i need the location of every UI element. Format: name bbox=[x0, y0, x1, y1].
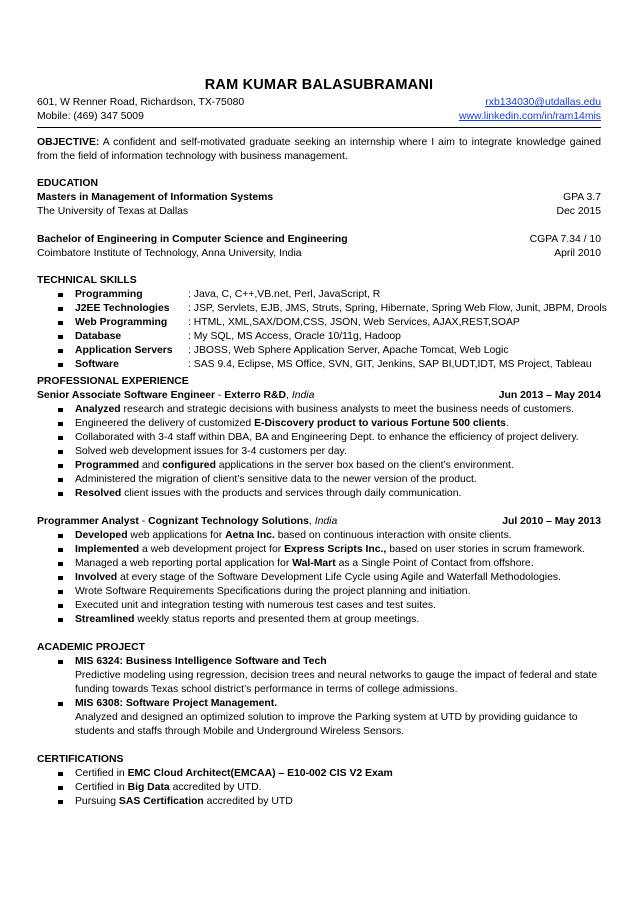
bold-text: configured bbox=[162, 460, 216, 471]
job-location: India bbox=[291, 390, 315, 401]
text: accredited by UTD bbox=[203, 796, 293, 807]
list-item bbox=[37, 459, 601, 473]
bullet-icon bbox=[58, 618, 63, 623]
address: 601, W Renner Road, Richardson, TX-75080 bbox=[37, 97, 245, 108]
objective-label: OBJECTIVE: bbox=[37, 137, 100, 148]
project-description: Predictive modeling using regression, decision trees and neural networks to gauge the impact of federal and state funding towards Texas school district’s performance in terms of college admissions. bbox=[75, 670, 598, 695]
list-item bbox=[37, 767, 601, 781]
bold-text: Developed bbox=[75, 530, 128, 541]
mobile: Mobile: (469) 347 5009 bbox=[37, 111, 144, 122]
job-comma: , bbox=[286, 390, 292, 401]
candidate-name: RAM KUMAR BALASUBRAMANI bbox=[204, 77, 434, 93]
bullet-icon bbox=[58, 800, 63, 805]
bold-text: E-Discovery product to various Fortune 500 clients bbox=[254, 418, 506, 429]
bold-text: Wal-Mart bbox=[292, 558, 336, 569]
bullet-icon bbox=[58, 307, 63, 312]
skill-name: Database bbox=[75, 331, 122, 342]
list-item bbox=[37, 473, 601, 487]
education-entry bbox=[37, 233, 601, 261]
bullet-icon bbox=[58, 408, 63, 413]
skill-name: Software bbox=[75, 359, 119, 370]
skill-value: : JSP, Servlets, EJB, JMS, Struts, Spring, Hibernate, Spring Web Flow, Junit, JBPM, Drools bbox=[188, 303, 607, 314]
list-item bbox=[37, 487, 601, 501]
certification-list bbox=[37, 767, 601, 809]
skill-item bbox=[37, 330, 601, 344]
bold-text: EMC Cloud Architect(EMCAA) – E10-002 CIS V2 Exam bbox=[127, 768, 393, 779]
degree-score: CGPA 7.34 / 10 bbox=[529, 234, 601, 245]
header-divider bbox=[37, 127, 601, 128]
list-item bbox=[37, 403, 601, 417]
job-company: Exterro R&D bbox=[224, 390, 287, 401]
text: a web development project for bbox=[139, 544, 285, 555]
text: research and strategic decisions with business analysts to meet the business needs of customers. bbox=[120, 404, 575, 415]
list-item bbox=[37, 613, 601, 627]
text: Pursuing bbox=[75, 796, 119, 807]
text: . bbox=[505, 418, 509, 429]
job-separator: - bbox=[215, 390, 225, 401]
bullet-icon bbox=[58, 772, 63, 777]
project-description: Analyzed and designed an optimized solution to improve the Parking system at UTD by providing guidance to students and staffs through Mobile and Underground Wireless Sensors. bbox=[75, 712, 578, 737]
list-item bbox=[37, 585, 601, 599]
degree-title: Masters in Management of Information Systems bbox=[37, 192, 274, 203]
text: at every stage of the Software Development Life Cycle using Agile and Waterfall Methodologies. bbox=[117, 572, 561, 583]
bullet-icon bbox=[58, 576, 63, 581]
list-item bbox=[37, 781, 601, 795]
contact-row-2 bbox=[37, 110, 601, 124]
list-item bbox=[37, 529, 601, 543]
school-name: Coimbatore Institute of Technology, Anna University, India bbox=[37, 248, 302, 259]
email-link[interactable]: rxb134030@utdallas.edu bbox=[485, 97, 601, 108]
bold-text: Express Scripts Inc., bbox=[284, 544, 387, 555]
degree-title: Bachelor of Engineering in Computer Science and Engineering bbox=[37, 234, 348, 245]
text: Wrote Software Requirements Specifications during the project planning and initiation. bbox=[75, 586, 471, 597]
skill-item bbox=[37, 316, 601, 330]
skill-value: : HTML, XML,SAX/DOM,CSS, JSON, Web Services, AJAX,REST,SOAP bbox=[188, 317, 520, 328]
text: based on continuous interaction with onsite clients. bbox=[274, 530, 512, 541]
text: client issues with the products and services through daily communication. bbox=[121, 488, 462, 499]
project-title: MIS 6324: Business Intelligence Software and Tech bbox=[75, 656, 327, 667]
bullet-icon bbox=[58, 422, 63, 427]
academic-heading: ACADEMIC PROJECT bbox=[37, 642, 145, 653]
list-item bbox=[37, 445, 601, 459]
bullet-icon bbox=[58, 534, 63, 539]
list-item bbox=[37, 571, 601, 585]
certifications-heading: CERTIFICATIONS bbox=[37, 754, 124, 765]
job-bullets bbox=[37, 403, 601, 501]
bold-text: Streamlined bbox=[75, 614, 135, 625]
bullet-icon bbox=[58, 702, 63, 707]
skills-heading: TECHNICAL SKILLS bbox=[37, 275, 137, 286]
bullet-icon bbox=[58, 321, 63, 326]
degree-score: GPA 3.7 bbox=[563, 192, 601, 203]
bullet-icon bbox=[58, 548, 63, 553]
skills-list bbox=[37, 288, 607, 372]
job-header bbox=[37, 515, 601, 529]
text: and bbox=[139, 460, 163, 471]
text: Certified in bbox=[75, 768, 128, 779]
spacer bbox=[37, 219, 601, 233]
job-location: India bbox=[314, 516, 338, 527]
list-item bbox=[37, 599, 601, 613]
skill-item bbox=[37, 344, 601, 358]
job-bullets bbox=[37, 529, 601, 627]
text: Executed unit and integration testing with numerous test cases and test suites. bbox=[75, 600, 436, 611]
project-item bbox=[37, 697, 601, 739]
bold-text: Programmed bbox=[75, 460, 140, 471]
skill-name: Application Servers bbox=[75, 345, 173, 356]
job-dates: Jul 2010 – May 2013 bbox=[502, 516, 601, 527]
bullet-icon bbox=[58, 660, 63, 665]
job-title: Programmer Analyst bbox=[37, 516, 139, 527]
skill-name: Programming bbox=[75, 289, 143, 300]
list-item bbox=[37, 543, 601, 557]
bullet-icon bbox=[58, 363, 63, 368]
job-header bbox=[37, 389, 601, 403]
list-item bbox=[37, 417, 601, 431]
bold-text: Resolved bbox=[75, 488, 122, 499]
bullet-icon bbox=[58, 562, 63, 567]
list-item bbox=[37, 795, 601, 809]
job-comma: , bbox=[308, 516, 315, 527]
text: web applications for bbox=[127, 530, 226, 541]
objective-text: A confident and self-motivated graduate seeking an internship where I aim to integrate knowledge gained from the field of information technology with business management. bbox=[37, 137, 601, 162]
text: Administered the migration of client’s sensitive data to the newer version of the product. bbox=[75, 474, 477, 485]
project-title: MIS 6308: Software Project Management. bbox=[75, 698, 278, 709]
bullet-icon bbox=[58, 478, 63, 483]
text: as a Single Point of Contact from offshore. bbox=[335, 558, 534, 569]
bullet-icon bbox=[58, 293, 63, 298]
skill-name: J2EE Technologies bbox=[75, 303, 170, 314]
text: Solved web development issues for 3-4 customers per day. bbox=[75, 446, 347, 457]
bold-text: Aetna Inc. bbox=[225, 530, 275, 541]
list-item bbox=[37, 431, 601, 445]
skill-value: : Java, C, C++,VB.net, Perl, JavaScript, R bbox=[188, 289, 381, 300]
bullet-icon bbox=[58, 786, 63, 791]
degree-date: Dec 2015 bbox=[556, 206, 601, 217]
school-name: The University of Texas at Dallas bbox=[37, 206, 189, 217]
skill-value: : SAS 9.4, Eclipse, MS Office, SVN, GIT, Jenkins, SAP BI,UDT,IDT, MS Project, Tableau bbox=[188, 359, 592, 370]
text: Collaborated with 3-4 staff within DBA, BA and Engineering Dept. to enhance the efficiency of project delivery. bbox=[75, 432, 579, 443]
text: Engineered the delivery of customized bbox=[75, 418, 255, 429]
experience-heading: PROFESSIONAL EXPERIENCE bbox=[37, 376, 189, 387]
bold-text: SAS Certification bbox=[118, 796, 204, 807]
objective-section bbox=[37, 136, 601, 164]
bullet-icon bbox=[58, 436, 63, 441]
job-dates: Jun 2013 – May 2014 bbox=[498, 390, 601, 401]
text: based on user stories in scrum framework. bbox=[386, 544, 585, 555]
bold-text: Involved bbox=[75, 572, 118, 583]
bullet-icon bbox=[58, 604, 63, 609]
bullet-icon bbox=[58, 450, 63, 455]
resume-page bbox=[37, 76, 607, 809]
bold-text: Analyzed bbox=[75, 404, 121, 415]
bullet-icon bbox=[58, 349, 63, 354]
skill-item bbox=[37, 288, 601, 302]
text: Managed a web reporting portal application for bbox=[75, 558, 293, 569]
skill-name: Web Programming bbox=[75, 317, 168, 328]
education-heading: EDUCATION bbox=[37, 178, 98, 189]
education-entry bbox=[37, 191, 601, 219]
bullet-icon bbox=[58, 590, 63, 595]
text: accredited by UTD. bbox=[169, 782, 262, 793]
text: applications in the server box based on the client’s environment. bbox=[215, 460, 514, 471]
job-title: Senior Associate Software Engineer bbox=[37, 390, 216, 401]
bold-text: Implemented bbox=[75, 544, 140, 555]
skill-value: : JBOSS, Web Sphere Application Server, Apache Tomcat, Web Logic bbox=[188, 345, 509, 356]
bullet-icon bbox=[58, 464, 63, 469]
job-company: Cognizant Technology Solutions bbox=[148, 516, 309, 527]
list-item bbox=[37, 557, 601, 571]
bullet-icon bbox=[58, 335, 63, 340]
skill-item bbox=[37, 358, 601, 372]
bullet-icon bbox=[58, 492, 63, 497]
skill-value: : My SQL, MS Access, Oracle 10/11g, Hadoop bbox=[188, 331, 401, 342]
spacer bbox=[37, 501, 601, 515]
project-item bbox=[37, 655, 601, 697]
text: Certified in bbox=[75, 782, 128, 793]
bold-text: Big Data bbox=[127, 782, 170, 793]
job-separator: - bbox=[138, 516, 149, 527]
degree-date: April 2010 bbox=[554, 248, 601, 259]
contact-row-1 bbox=[37, 96, 601, 110]
skill-item bbox=[37, 302, 607, 316]
linkedin-link[interactable]: www.linkedin.com/in/ram14mis bbox=[458, 111, 601, 122]
project-list bbox=[37, 655, 601, 739]
text: weekly status reports and presented them at group meetings. bbox=[134, 614, 420, 625]
